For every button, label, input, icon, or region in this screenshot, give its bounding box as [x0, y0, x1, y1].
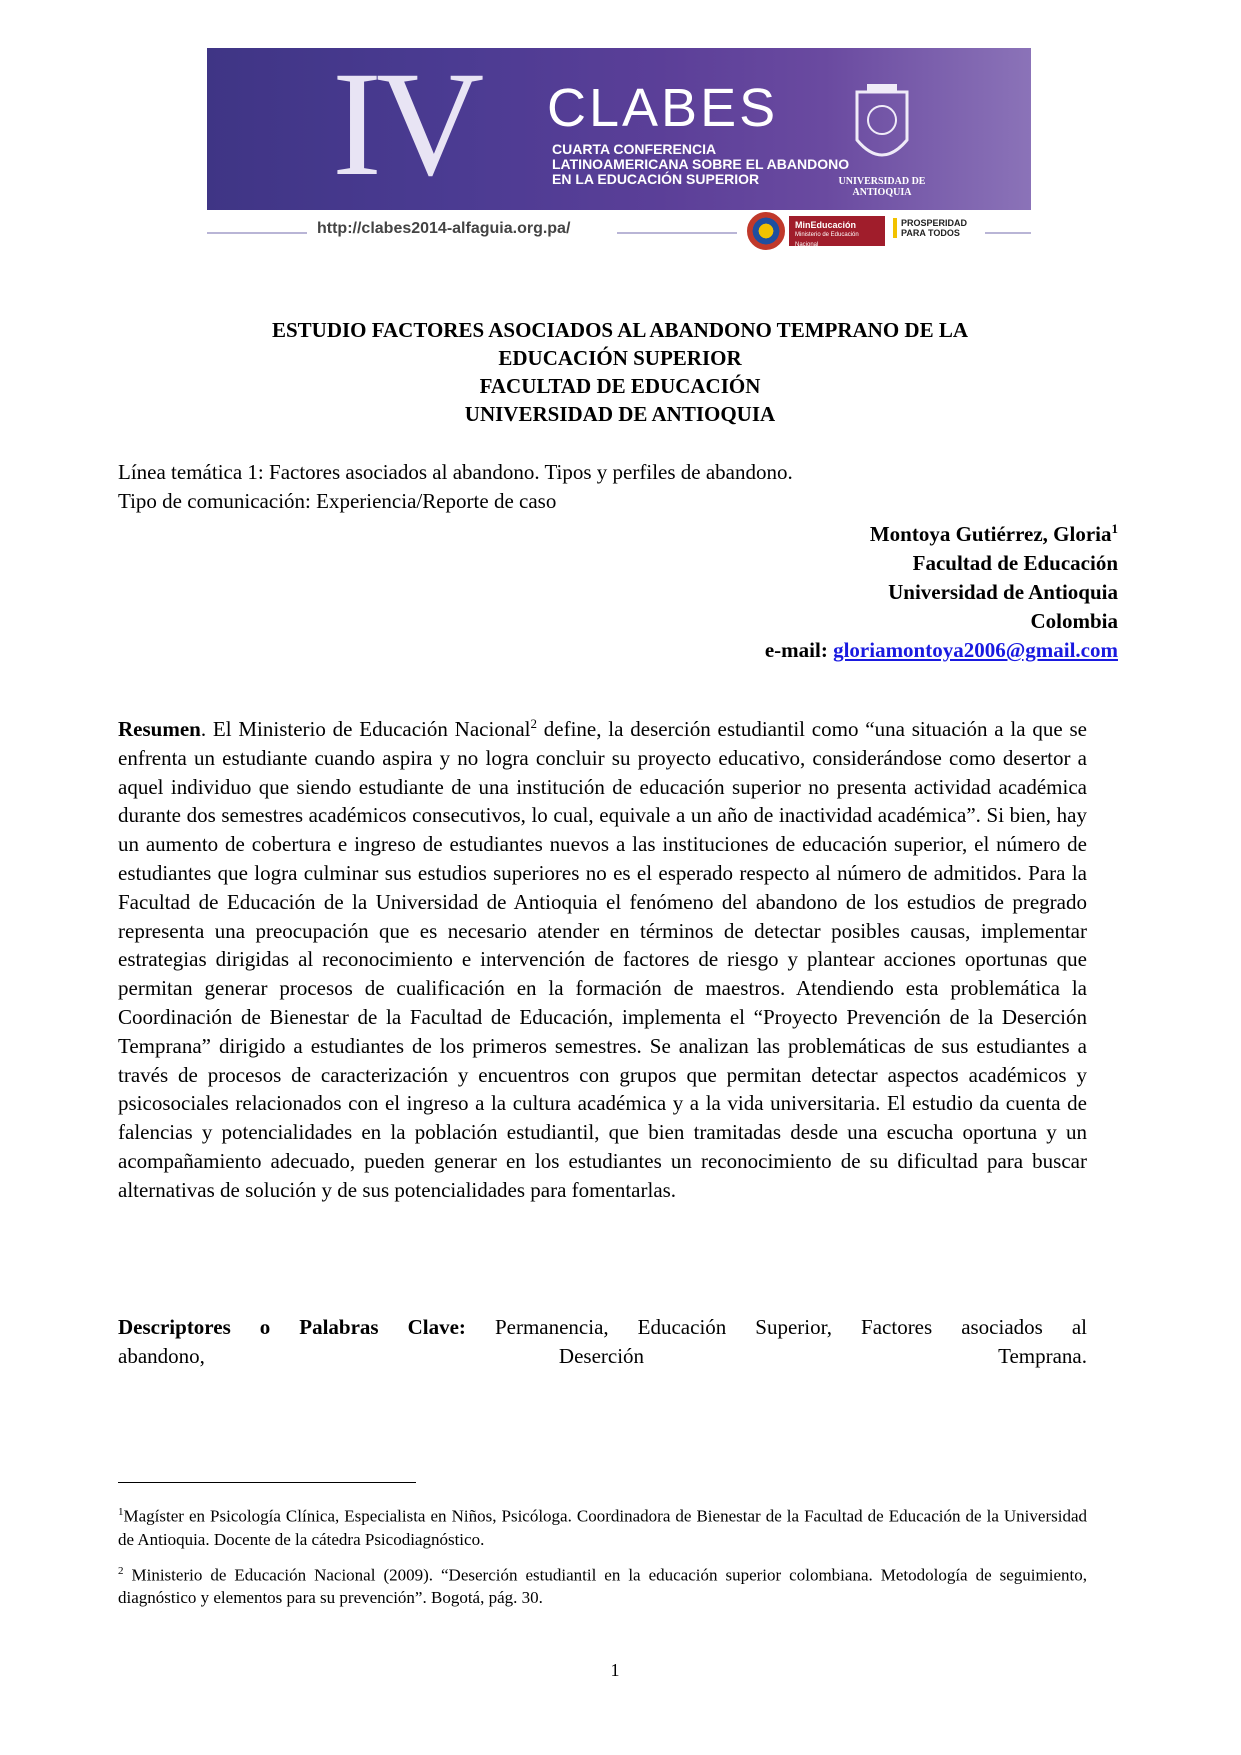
abstract-body: define, la deserción estudiantil como “una situación a la que se enfrenta un estudiante cuando aspira y no logra concluir su proyecto educativo, considerándose como desertor a aquel individuo que siendo estudiante de una institución de educación superior no presenta actividad académica durante dos semestres académicos consecutivos, lo cual, equivale a un año de inactividad académica”. Si bien, hay un aumento de cobertura e ingreso de estudiantes nuevos a las instituciones de educación superior, el número de estudiantes que logra culminar sus estudios superiores no es el esperado respecto al número de admitidos. Para la Facultad de Educación de la Universidad de Antioquia el fenómeno del abandono de los estudios de pregrado representa una preocupación que es necesario atender en términos de detectar posibles causas, implementar estrategias dirigidas al reconocimiento e intervención de factores de riesgo y plantear acciones oportunas que permitan generar procesos de cualificación en la formación de maestros. Atendiendo esta problemática la Coordinación de Bienestar de la Facultad de Educación, implementa el “Proyecto Prevención de la Deserción Temprana” dirigido a estudiantes de los primeros semestres. Se analizan las problemáticas de sus estudiantes a través de procesos de caracterización y encuentros con grupos que permitan detectar aspectos académicos y psicosociales relacionados con el ingreso a la cultura académica y a la vida universitaria. El estudio da cuenta de falencias y potencialidades en la población estudiantil, que bien tramitadas desde una escucha oportuna y un acompañamiento adecuado, pueden generar en los estudiantes un reconocimiento de su dificultad para buscar alternativas de solución y de sus potencialidades para fomentarlas.	[118, 717, 1087, 1202]
keywords-label: Descriptores o Palabras Clave:	[118, 1315, 466, 1339]
divider	[617, 232, 737, 234]
colombia-coat-icon	[747, 212, 785, 250]
paper-title: ESTUDIO FACTORES ASOCIADOS AL ABANDONO TEMPRANO DE LA EDUCACIÓN SUPERIOR FACULTAD DE EDUCACIÓN UNIVERSIDAD DE ANTIOQUIA	[271, 318, 969, 426]
page-number: 1	[610, 1660, 620, 1680]
banner-roman-numeral: IV	[332, 48, 479, 207]
footnotes	[118, 1501, 1087, 1618]
author-email: e-mail: gloriamontoya2006@gmail.com	[764, 638, 1118, 662]
conference-url[interactable]: http://clabes2014-alfaguia.org.pa/	[317, 220, 571, 237]
thematic-line: Línea temática 1: Factores asociados al abandono. Tipos y perfiles de abandono.	[118, 460, 793, 484]
communication-type: Tipo de comunicación: Experiencia/Reporte de caso	[118, 489, 557, 513]
seal-caption: UNIVERSIDAD DE ANTIOQUIA	[838, 176, 926, 198]
abstract-label: Resumen	[118, 717, 201, 741]
author-country: Colombia	[1030, 609, 1118, 633]
author-faculty: Facultad de Educación	[912, 551, 1118, 575]
author-name: Montoya Gutiérrez, Gloria$^1$	[869, 521, 1118, 546]
divider	[207, 232, 307, 234]
banner-brand: CLABES	[547, 78, 779, 138]
abstract: Resumen. El Ministerio de Educación Nacional$^2$ define, la deserción estudiantil como “una situación a la que se enfrenta un estudiante cuando aspira y no logra concluir su proyecto educativo, considerándose como desertor a aquel individuo que siendo estudiante de una institución de educación superior no presenta actividad académica durante dos semestres académicos consecutivos, lo cual, equivale a un año de inactividad académica”. Si bien, hay un aumento de cobertura e ingreso de estudiantes nuevos a las instituciones de educación superior, el número de estudiantes que logra culminar sus estudios superiores no es el esperado respecto al número de admitidos. Para la Facultad de Educación de la Universidad de Antioquia el fenómeno del abandono de los estudios de pregrado representa una preocupación que es necesario atender en términos de detectar posibles causas, implementar estrategias dirigidas al reconocimiento e intervención de factores de riesgo y plantear acciones oportunas que permitan generar procesos de cualificación en la formación de maestros. Atendiendo esta problemática la Coordinación de Bienestar de la Facultad de Educación, implementa el “Proyecto Prevención de la Deserción Temprana” dirigido a estudiantes de los primeros semestres. Se analizan las problemáticas de sus estudiantes a través de procesos de caracterización y encuentros con grupos que permitan detectar aspectos académicos y psicosociales relacionados con el ingreso a la cultura académica y a la vida universitaria. El estudio da cuenta de falencias y potencialidades en la población estudiantil, que bien tramitadas desde una escucha oportuna y un acompañamiento adecuado, pueden generar en los estudiantes un reconocimiento de su dificultad para buscar alternativas de solución y de sus potencialidades para fomentarlas.	[118, 716, 1087, 1202]
conference-banner	[207, 48, 1031, 210]
footnote-2: $^2$ Ministerio de Educación Nacional (2009). “Deserción estudiantil en la educación superior colombiana. Metodología de seguimiento, diagnóstico y elementos para su prevención”. Bogotá, pág. 30.	[118, 1564, 1087, 1608]
author-block	[765, 514, 1118, 665]
mineducacion-logo: MinEducación Ministerio de Educación Nacional	[789, 216, 885, 246]
banner-url-bar	[207, 210, 1031, 254]
paper-meta	[118, 458, 793, 516]
footnote-ref-2: 2	[530, 716, 537, 731]
divider	[985, 232, 1031, 234]
author-university: Universidad de Antioquia	[888, 580, 1118, 604]
keywords: Descriptores o Palabras Clave: Permanencia, Educación Superior, Factores asociados al abandono, Deserción Temprana.	[118, 1315, 1087, 1368]
prosperidad-logo: PROSPERIDAD PARA TODOS	[893, 218, 983, 238]
university-seal-icon	[837, 80, 927, 180]
banner-subtitle: CUARTA CONFERENCIA LATINOAMERICANA SOBRE EL ABANDONO EN LA EDUCACIÓN SUPERIOR	[552, 141, 850, 187]
email-link[interactable]: gloriamontoya2006@gmail.com	[833, 638, 1118, 662]
footnote-1: $^1$Magíster en Psicología Clínica, Especialista en Niños, Psicóloga. Coordinadora de Bienestar de la Facultad de Educación de la Universidad de Antioquia. Docente de la cátedra Psicodiagnóstico.	[118, 1506, 1087, 1549]
footnote-separator	[118, 1482, 416, 1483]
